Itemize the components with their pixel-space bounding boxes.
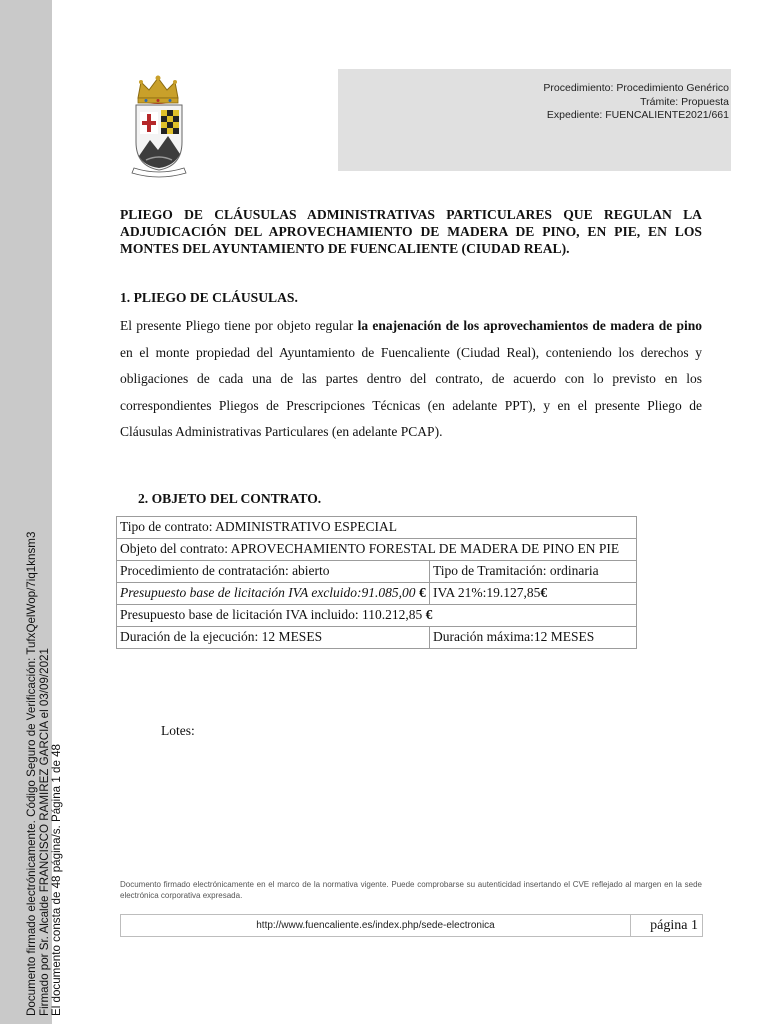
sede-electronica-link[interactable]: http://www.fuencaliente.es/index.php/sede-electronica (256, 920, 495, 931)
footer-note: Documento firmado electrónicamente en el marco de la normativa vigente. Puede comprobarse su autenticidad insertando el CVE reflejado al margen en la sede electrónica corporativa expresada. (120, 880, 702, 900)
section-1-heading: 1. PLIEGO DE CLÁUSULAS. (120, 290, 298, 305)
presupuesto-excluido-text: Presupuesto base de licitación IVA excluido:91.085,00 (120, 585, 419, 600)
header-info-box (338, 69, 731, 171)
table-row (117, 517, 637, 539)
section-1-text-b: en el monte propiedad del Ayuntamiento de Fuencaliente (Ciudad Real), conteniendo los derechos y obligaciones de cada una de las partes dentro del contrato, de acuerdo con lo previsto en los correspondientes Pliegos de Prescripciones Técnicas (en adelante PPT), y en el presente Pliego de Cláusulas Administrativas Particulares (en adelante PCAP). (120, 344, 702, 439)
section-1-body (120, 313, 702, 446)
section-1-text-bold: la enajenación de los aprovechamientos de madera de pino (357, 318, 702, 333)
procedimiento-cell: Procedimiento de contratación: abierto (117, 561, 430, 583)
duracion-cell: Duración de la ejecución: 12 MESES (117, 627, 430, 649)
iva-cell (430, 583, 637, 605)
crown-icon (138, 76, 178, 105)
tramite-label: Trámite: Propuesta (640, 95, 729, 108)
presupuesto-incluido-text: Presupuesto base de licitación IVA incluido: 110.212,85 (120, 607, 426, 622)
procedimiento-label: Procedimiento: Procedimiento Genérico (543, 82, 729, 94)
expediente-label: Expediente: FUENCALIENTE2021/661 (546, 109, 729, 121)
tipo-contrato-cell: Tipo de contrato: ADMINISTRATIVO ESPECIAL (117, 517, 637, 539)
table-row (117, 583, 637, 605)
document-title: PLIEGO DE CLÁUSULAS ADMINISTRATIVAS PARTICULARES QUE REGULAN LA ADJUDICACIÓN DEL APROVECHAMIENTO DE MADERA DE PINO, EN PIE, EN LOS MONTES DEL AYUNTAMIENTO DE FUENCALIENTE (CIUDAD REAL). (120, 207, 702, 256)
section-1-text-a: El presente Pliego tiene por objeto regular (120, 318, 358, 333)
lotes-label: Lotes: (161, 723, 195, 738)
shield-icon (136, 105, 182, 170)
signature-line-2: Firmado por Sr. Alcalde FRANCISCO RAMIREZ GARCIA el 03/09/2021 (37, 648, 51, 1016)
coat-of-arms-icon (124, 70, 196, 178)
iva-text: IVA 21%:19.127,85 (433, 585, 541, 600)
currency-symbol: € (540, 585, 548, 600)
table-row (117, 539, 637, 561)
footer-box (120, 914, 703, 937)
tramitacion-cell: Tipo de Tramitación: ordinaria (430, 561, 637, 583)
signature-text (26, 532, 64, 1016)
section-2-heading: 2. OBJETO DEL CONTRATO. (138, 491, 322, 506)
currency-symbol: € (418, 585, 426, 600)
table-row (117, 561, 637, 583)
objeto-cell: Objeto del contrato: APROVECHAMIENTO FORESTAL DE MADERA DE PINO EN PIE (117, 539, 637, 561)
contract-table (116, 516, 637, 649)
signature-line-3: El documento consta de 48 página/s. Página 1 de 48 (50, 743, 63, 1016)
presupuesto-excluido-cell (117, 583, 430, 605)
signature-line-1: Documento firmado electrónicamente. Código Seguro de Verificación: TufxQelWop/7iq1knsm3 (25, 531, 38, 1016)
currency-symbol: € (425, 607, 433, 622)
duracion-maxima-cell: Duración máxima:12 MESES (430, 627, 637, 649)
page-number: página 1 (630, 915, 702, 936)
table-row (117, 605, 637, 627)
presupuesto-incluido-cell (117, 605, 637, 627)
table-row (117, 627, 637, 649)
